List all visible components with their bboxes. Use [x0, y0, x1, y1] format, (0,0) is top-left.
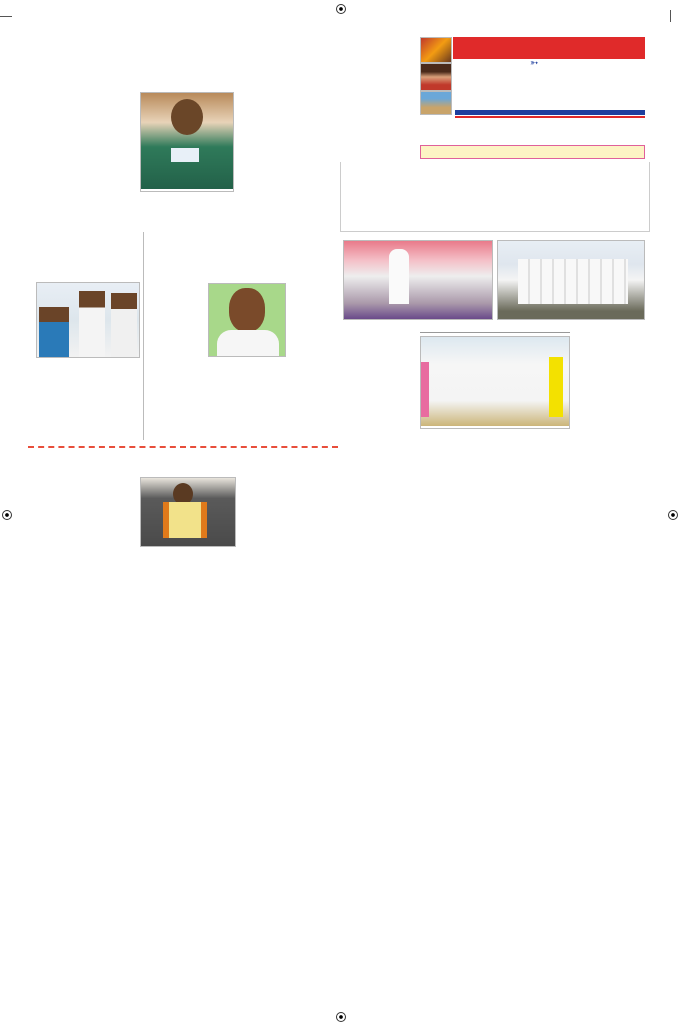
speaker-figure: [389, 249, 409, 304]
portrait-shirt: [217, 330, 279, 357]
person-man: [111, 293, 137, 357]
flag: [421, 362, 429, 417]
masthead-logo: [455, 60, 645, 108]
column-divider: [143, 232, 144, 440]
divider: [420, 332, 570, 333]
crop-mark: [0, 16, 12, 17]
registration-mark-icon: [336, 1012, 346, 1022]
photo-mla-raju: [140, 477, 236, 547]
paper-in-hand: [171, 148, 199, 162]
photo-jilla-chairman: [36, 282, 140, 358]
photo-project-water-release: [420, 336, 570, 429]
article-body-a4-col1: [343, 336, 417, 526]
teaser-box: [342, 38, 414, 118]
photo-meeting-kalava: [343, 240, 493, 320]
dateline-bar: [420, 145, 645, 159]
person-woman: [39, 307, 69, 357]
article-body-a4-col2: [420, 432, 494, 527]
article-body-a5-col2: [140, 548, 236, 560]
article-body-a5-col3: [240, 477, 338, 559]
article-body-a1-col2: [140, 194, 236, 206]
photo-caption: [421, 426, 569, 428]
article-a4-header-box: [340, 162, 650, 232]
article-body-a4-col3: [573, 336, 645, 536]
photo-deity: [420, 37, 452, 63]
headline-a1: [10, 38, 340, 40]
flag: [549, 357, 563, 417]
article-body-a5-col1: [38, 474, 136, 556]
headline-a2: [10, 232, 140, 235]
article-body-a3-col2: [148, 383, 244, 441]
registration-mark-icon: [668, 510, 678, 520]
logo-red-line: [455, 116, 645, 118]
region-banner: [453, 37, 645, 59]
article-body-a4-col2b: [497, 432, 571, 527]
crop-mark: [670, 10, 671, 22]
person-man: [79, 291, 105, 357]
article-body-a2: [38, 378, 140, 440]
photo-chandrasekhar: [208, 283, 286, 357]
photo-lepakshi-nandi: [420, 91, 452, 115]
photo-sathya-sai: [420, 63, 452, 91]
portrait-body: [163, 502, 207, 538]
masthead-photo-strip: [420, 37, 452, 117]
photo-caption: [141, 189, 233, 191]
dashed-divider: [28, 446, 338, 448]
article-body-a3-col1: [148, 282, 204, 382]
registration-mark-icon: [2, 510, 12, 520]
portrait-head: [171, 99, 203, 135]
portrait-head: [229, 288, 265, 332]
photo-paritala-sunitha: [140, 92, 234, 192]
dove-icon: ➳: [530, 58, 539, 69]
photo-bt-project-pooja: [497, 240, 645, 320]
headline-a3: [146, 228, 340, 230]
logo-underline: [455, 110, 645, 115]
article-body-a3-col3b: [246, 385, 340, 441]
article-body-a1-col1: [38, 90, 138, 190]
registration-mark-icon: [336, 4, 346, 14]
article-body-a3-col3: [288, 282, 340, 382]
crowd-figures: [518, 259, 628, 304]
article-body-a1-col3: [240, 92, 338, 202]
